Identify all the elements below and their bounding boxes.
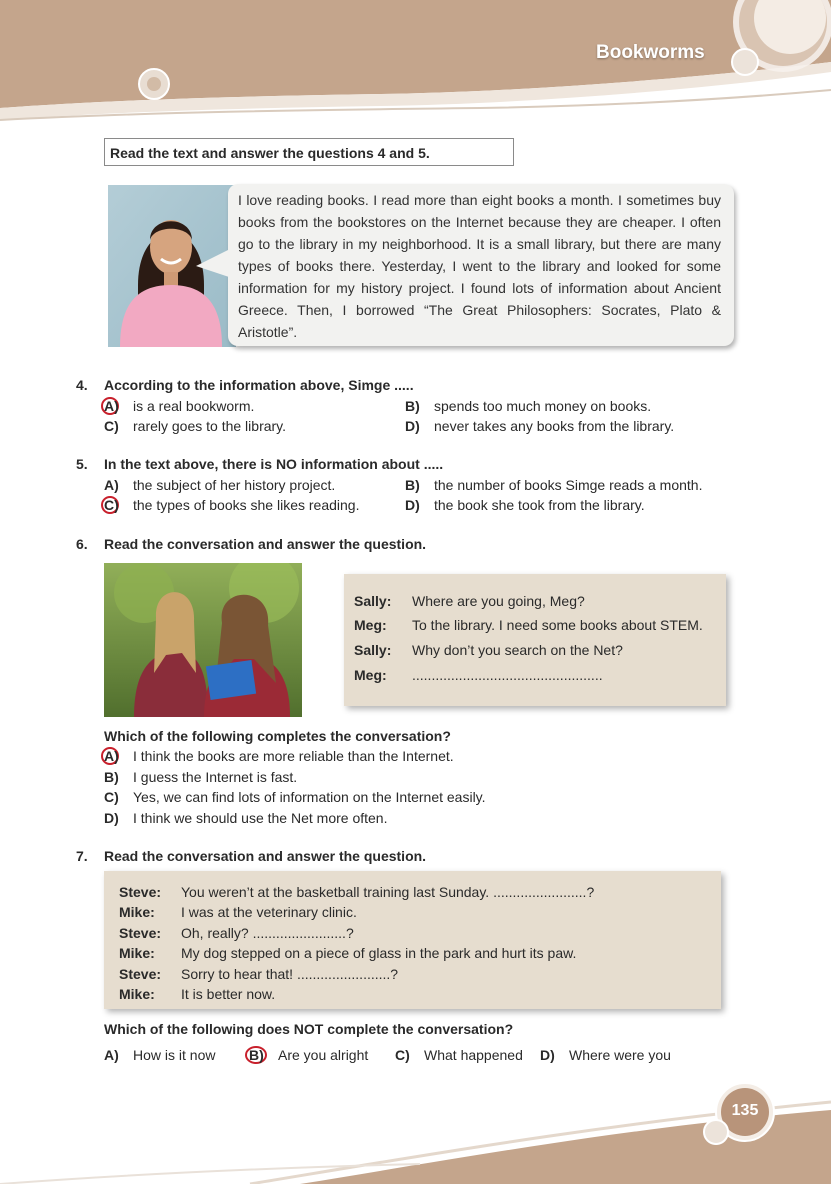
q5-number: 5.	[76, 456, 88, 472]
girls-talking-photo	[104, 563, 302, 717]
q6-option-d[interactable]: I think we should use the Net more often.	[133, 810, 388, 826]
instruction-text: Read the text and answer the questions 4 and 5.	[110, 145, 430, 161]
q5-option-d[interactable]: the book she took from the library.	[434, 497, 645, 513]
q7-speaker-3: Steve:	[119, 925, 162, 941]
q4-option-d[interactable]: never takes any books from the library.	[434, 418, 675, 434]
q6-speaker-4: Meg:	[354, 667, 387, 683]
page-title: Bookworms	[596, 42, 705, 63]
q7-option-b-letter[interactable]: B)	[249, 1047, 264, 1063]
q7-option-b[interactable]: Are you alright	[278, 1047, 369, 1063]
q6-stem: Read the conversation and answer the question.	[104, 536, 427, 552]
page-number: 135	[731, 1102, 759, 1119]
q5-option-c-letter[interactable]: C)	[104, 497, 119, 513]
q4-option-b-letter[interactable]: B)	[405, 398, 420, 414]
q6-option-b-letter[interactable]: B)	[104, 769, 119, 785]
q6-line-2: To the library. I need some books about STEM.	[412, 617, 703, 633]
q7-question: Which of the following does NOT complete the conversation?	[104, 1021, 514, 1037]
q6-line-3: Why don’t you search on the Net?	[412, 642, 623, 658]
q5-option-c[interactable]: the types of books she likes reading.	[133, 497, 360, 513]
q5-option-a-letter[interactable]: A)	[104, 477, 119, 493]
q6-option-c[interactable]: Yes, we can find lots of information on the Internet easily.	[133, 789, 486, 805]
q5-option-b-letter[interactable]: B)	[405, 477, 420, 493]
q7-speaker-4: Mike:	[119, 945, 155, 961]
q6-option-a-letter[interactable]: A)	[104, 748, 119, 764]
reading-passage: I love reading books. I read more than eight books a month. I sometimes buy books from the bookstores on the Internet because they are cheaper. I often go to the library in my neighborhood. It is a small library, but there are many types of books there. Yesterday, I went to the library and looked for some information for my history project. I found lots of information about Ancient Greece. Then, I borrowed “The Great Philosophers: Socrates, Plato & Aristotle”.	[238, 192, 721, 340]
q6-speaker-2: Meg:	[354, 617, 387, 633]
q7-line-1: You weren’t at the basketball training last Sunday. ........................?	[181, 884, 595, 900]
q5-stem: In the text above, there is NO information about .....	[104, 456, 444, 472]
instruction-box	[104, 138, 514, 166]
q7-speaker-5: Steve:	[119, 966, 162, 982]
q5-option-b[interactable]: the number of books Simge reads a month.	[434, 477, 703, 493]
q6-speaker-1: Sally:	[354, 593, 392, 609]
q7-option-c-letter[interactable]: C)	[395, 1047, 410, 1063]
q6-line-4: .................................................	[412, 667, 603, 683]
q7-speaker-6: Mike:	[119, 986, 155, 1002]
q7-line-4: My dog stepped on a piece of glass in the park and hurt its paw.	[181, 945, 577, 961]
q6-option-c-letter[interactable]: C)	[104, 789, 119, 805]
q7-option-d-letter[interactable]: D)	[540, 1047, 555, 1063]
q6-option-d-letter[interactable]: D)	[104, 810, 119, 826]
q6-question: Which of the following completes the conversation?	[104, 728, 451, 744]
q5-option-d-letter[interactable]: D)	[405, 497, 420, 513]
q7-option-c[interactable]: What happened	[424, 1047, 523, 1063]
q4-option-c-letter[interactable]: C)	[104, 418, 119, 434]
q5-option-a[interactable]: the subject of her history project.	[133, 477, 336, 493]
header-band	[0, 0, 831, 140]
q7-number: 7.	[76, 848, 88, 864]
q6-option-a[interactable]: I think the books are more reliable than the Internet.	[133, 748, 454, 764]
q7-stem: Read the conversation and answer the question.	[104, 848, 427, 864]
q6-number: 6.	[76, 536, 88, 552]
speech-bubble-tail	[196, 244, 232, 284]
q4-stem: According to the information above, Simge .....	[104, 377, 414, 393]
footer-band	[0, 1080, 831, 1184]
q4-option-a-letter[interactable]: A)	[104, 398, 119, 414]
q6-option-b[interactable]: I guess the Internet is fast.	[133, 769, 298, 785]
q7-line-5: Sorry to hear that! ........................?	[181, 966, 399, 982]
q4-option-c[interactable]: rarely goes to the library.	[133, 418, 287, 434]
q4-option-a[interactable]: is a real bookworm.	[133, 398, 255, 414]
q4-option-b[interactable]: spends too much money on books.	[434, 398, 652, 414]
q4-number: 4.	[76, 377, 88, 393]
q6-speaker-3: Sally:	[354, 642, 392, 658]
q6-line-1: Where are you going, Meg?	[412, 593, 585, 609]
q7-option-a[interactable]: How is it now	[133, 1047, 216, 1063]
q7-speaker-2: Mike:	[119, 904, 155, 920]
q7-line-3: Oh, really? ........................?	[181, 925, 354, 941]
q7-option-a-letter[interactable]: A)	[104, 1047, 119, 1063]
q7-option-d[interactable]: Where were you	[569, 1047, 671, 1063]
q7-line-6: It is better now.	[181, 986, 276, 1002]
q7-speaker-1: Steve:	[119, 884, 162, 900]
q4-option-d-letter[interactable]: D)	[405, 418, 420, 434]
q7-line-2: I was at the veterinary clinic.	[181, 904, 357, 920]
